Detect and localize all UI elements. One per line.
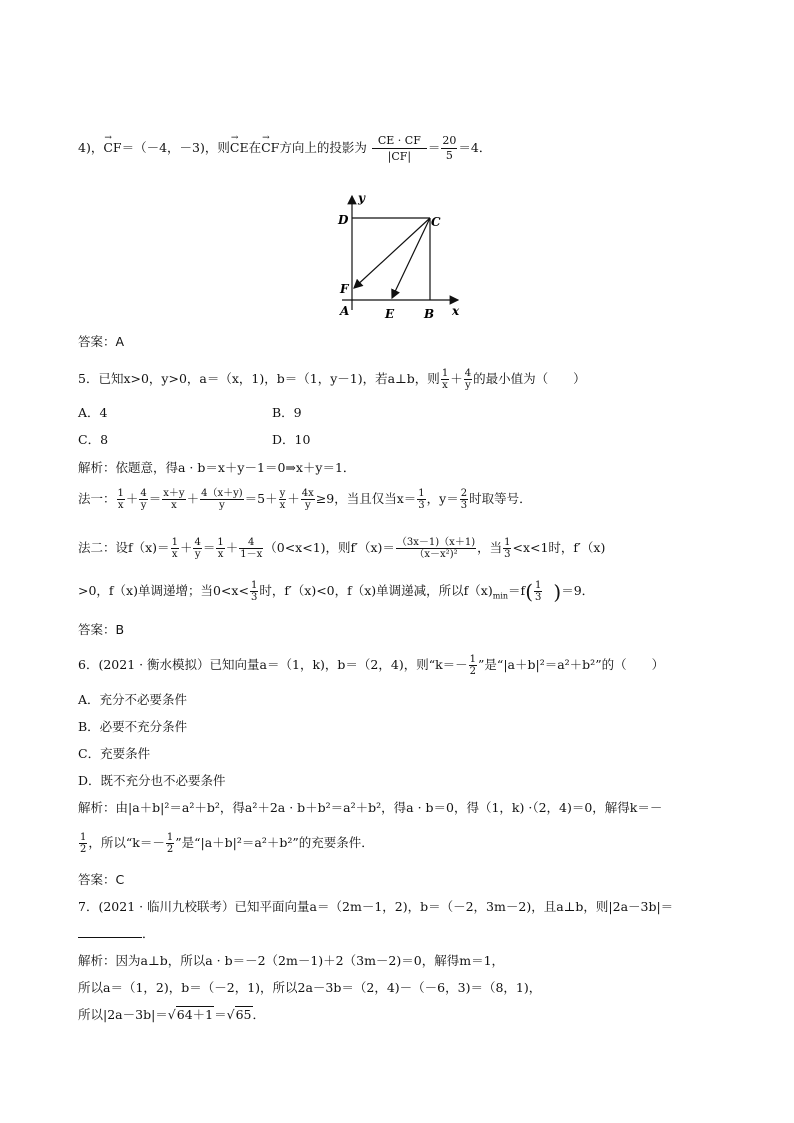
vector-cf-arrow: [354, 218, 430, 288]
q5-option-b: B．9: [272, 405, 302, 420]
label-a: A: [340, 304, 350, 318]
q5-method-2-line-1: 法二：设f（x)＝ $\frac{1}{x}$ ＋ $\frac{4}{y}$ ＝ $\frac{1}{x}$ ＋ $\frac{4}{1-x}$ （0<x<1)，则f′（x)＝ $\frac{(3x-1)(x+1)}{\text{（x－x²)²}}$ ，当 $\frac{1}{3}$ <x<1时，f′（x): [78, 537, 606, 560]
vector-ce-arrow: [392, 218, 430, 298]
label-y: y: [358, 191, 365, 205]
q6-option-b: B．必要不充分条件: [78, 719, 188, 734]
q6-answer: 答案：C: [78, 872, 125, 887]
q5-answer: 答案：B: [78, 622, 125, 637]
q7-analysis-line-1: 解析：因为a⊥b，所以a · b＝－2（2m－1)＋2（3m－2)＝0，解得m＝1，: [78, 953, 505, 968]
label-x: x: [452, 304, 460, 318]
vector-cf: → CF: [103, 131, 121, 165]
vector-ce: → CE: [230, 131, 249, 165]
q5-method-1: 法一： $\frac{1}{x}$ ＋ $\frac{4}{y}$ ＝ $\frac{x+y}{x}$ ＋ $\frac{4(x+y)}{y}$ ＝5＋ $\frac{y}{x}$ ＋ $\frac{4x}{y}$ ≥9，当且仅当x＝ $\frac{1}{3}$ ，y＝ $\frac{2}{3}$ 时取等号．: [78, 488, 532, 511]
q7-stem: 7．(2021 · 临川九校联考）已知平面向量a＝（2m－1，2)，b＝（－2，3m－2)，且a⊥b，则|2a－3b|＝: [78, 899, 674, 914]
projection-fraction: $\frac{CE \cdot CF}{|CF|}$: [372, 133, 427, 164]
q5-option-d: D．10: [272, 432, 311, 447]
q6-analysis-line-2: $\frac{1}{2}$ ，所以“k＝－ $\frac{1}{2}$ ”是“|a＋b|²＝a²＋b²”的充要条件．: [80, 832, 374, 855]
q6-analysis-line-1: 解析：由|a＋b|²＝a²＋b²，得a²＋2a · b＋b²＝a²＋b²，得a · b＝0，得（1，k) ·（2，4)＝0，解得k＝－: [78, 800, 663, 815]
label-b: B: [424, 307, 435, 321]
q7-analysis-line-3: 所以|2a－3b|＝√64＋1＝√65．: [78, 1007, 266, 1022]
q5-method-2-line-2: >0，f（x)单调递增；当0<x< $\frac{1}{3}$ 时，f′（x)<0，f（x)单调递减，所以$f(x)_{min}=f$( $\frac{1}{3}$ )＝9．: [78, 579, 595, 604]
label-d: D: [338, 213, 349, 227]
q6-option-d: D．既不充分也不必要条件: [78, 773, 226, 788]
coordinate-figure: [330, 188, 470, 328]
q5-option-c: C．8: [78, 432, 109, 447]
q7-answer-blank: ．: [78, 925, 155, 943]
q6-option-a: A．充分不必要条件: [78, 692, 188, 707]
q4-projection-line: 4)，→ CF＝（－4，－3)，则→ CE在→ CF方向上的投影为 $\frac{CE \cdot CF}{|CF|}$ ＝ $\frac{20}{5}$ ＝4．: [78, 131, 491, 165]
label-f: F: [340, 282, 349, 296]
q5-stem: 5．已知x>0，y>0，a＝（x，1)，b＝（1，y－1)，若a⊥b，则 $\frac{1}{x}$ ＋ $\frac{4}{y}$ 的最小值为（ ）: [78, 368, 586, 391]
q7-analysis-line-2: 所以a＝（1，2)，b＝（－2，1)，所以2a－3b＝（2，4)－（－6，3)＝（8，1)，: [78, 980, 542, 995]
vector-cf-2: → CF: [261, 131, 279, 165]
label-c: C: [431, 215, 441, 229]
label-e: E: [385, 307, 395, 321]
sqrt-65: 65: [235, 1007, 252, 1022]
q4-answer: 答案：A: [78, 334, 125, 349]
q6-stem: 6．(2021 · 衡水模拟）已知向量a＝（1，k)，b＝（2，4)，则“k＝－ $\frac{1}{2}$ ”是“|a＋b|²＝a²＋b²”的（ ）: [78, 654, 665, 677]
fraction-20-5: $\frac{20}{5}$: [442, 134, 457, 162]
fill-in-blank: [78, 937, 142, 938]
q5-analysis: 解析：依题意，得a · b＝x＋y－1＝0⇒x＋y＝1．: [78, 460, 356, 475]
q6-option-c: C．充要条件: [78, 746, 151, 761]
q5-option-a: A．4: [78, 405, 108, 420]
sqrt-64-plus-1: 64＋1: [176, 1007, 214, 1022]
